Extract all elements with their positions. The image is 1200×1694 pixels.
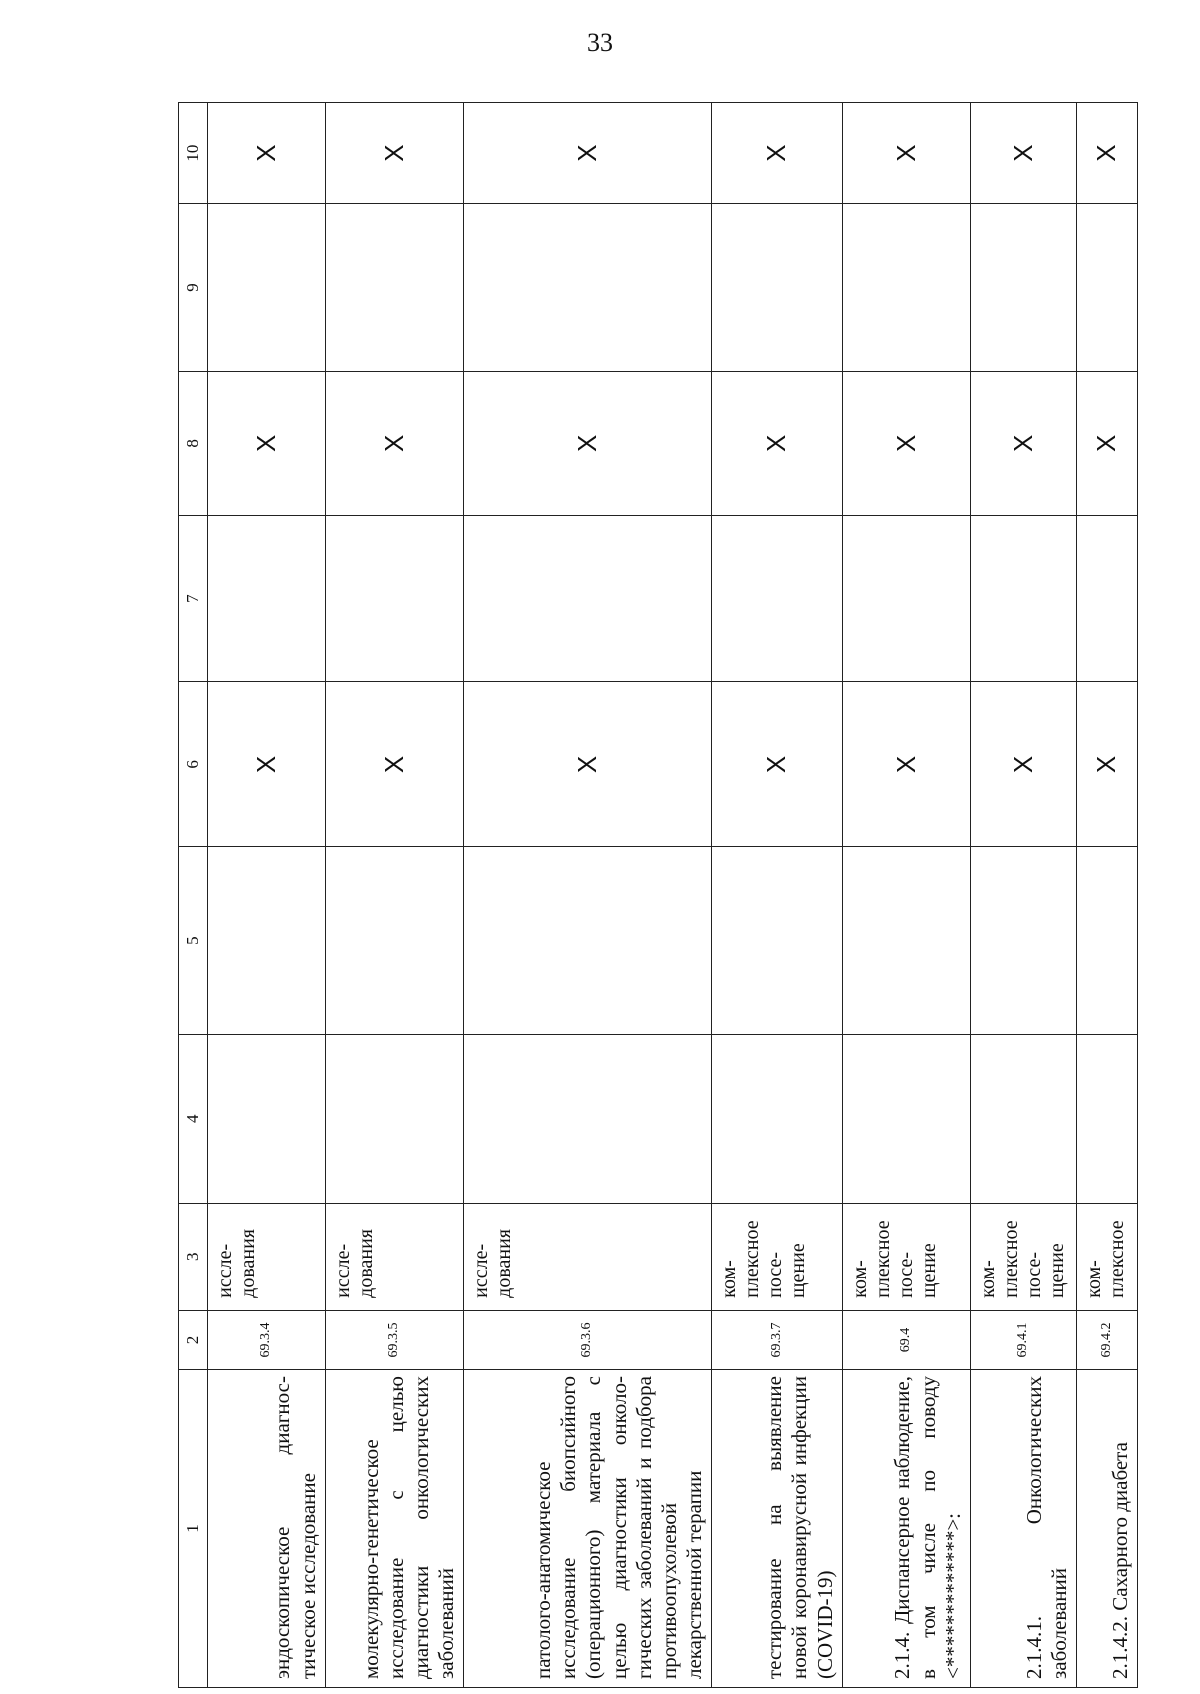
- cell-col10: X: [464, 103, 712, 204]
- cell-col4: [325, 1034, 464, 1203]
- cell-col7: [1077, 515, 1138, 681]
- cell-col9: [712, 204, 842, 372]
- row-unit: комплексное посещение: [842, 1203, 970, 1310]
- cell-col8: X: [325, 371, 464, 515]
- table-row: [1077, 103, 1138, 1688]
- cell-col9: [208, 204, 326, 372]
- table-row: [464, 103, 712, 1688]
- cell-col9: [464, 204, 712, 372]
- row-name: патолого-анатомическое исследование биопсийного (операционного) материала с целью диагностики онкологических заболеваний и подбора противоопухолевой лекарственной терапии: [464, 1370, 712, 1688]
- cell-col8: X: [208, 371, 326, 515]
- cell-col4: [970, 1034, 1076, 1203]
- rotated-table-wrapper: [178, 102, 1138, 1688]
- row-unit: исследования: [325, 1203, 464, 1310]
- cell-col10: X: [325, 103, 464, 204]
- table-row: [325, 103, 464, 1688]
- cell-col4: [1077, 1034, 1138, 1203]
- cell-col10: X: [208, 103, 326, 204]
- cell-col5: [842, 847, 970, 1034]
- cell-col6: X: [712, 682, 842, 847]
- cell-col4: [208, 1034, 326, 1203]
- row-unit: комплексное посещение: [970, 1203, 1076, 1310]
- cell-col9: [325, 204, 464, 372]
- cell-col6: X: [970, 682, 1076, 847]
- row-unit: исследования: [208, 1203, 326, 1310]
- cell-col9: [1077, 204, 1138, 372]
- cell-col10: X: [842, 103, 970, 204]
- cell-col8: X: [464, 371, 712, 515]
- cell-col9: [842, 204, 970, 372]
- row-code: 69.3.7: [712, 1310, 842, 1369]
- cell-col6: X: [1077, 682, 1138, 847]
- column-header: 10: [179, 103, 208, 204]
- cell-col7: [970, 515, 1076, 681]
- row-name: тестирование на выявление новой коронавирусной инфекции (COVID-19): [712, 1370, 842, 1688]
- row-name: 2.1.4. Диспансерное наблюдение, в том числе по поводу <*************>:: [842, 1370, 970, 1688]
- row-code: 69.3.6: [464, 1310, 712, 1369]
- row-name: молекулярно-генетическое исследование с целью диагностики онкологических заболеваний: [325, 1370, 464, 1688]
- column-header: 3: [179, 1203, 208, 1310]
- cell-col8: X: [970, 371, 1076, 515]
- cell-col4: [712, 1034, 842, 1203]
- column-header: 6: [179, 682, 208, 847]
- table-row: [208, 103, 326, 1688]
- cell-col4: [842, 1034, 970, 1203]
- cell-col5: [712, 847, 842, 1034]
- row-code: 69.4: [842, 1310, 970, 1369]
- cell-col7: [842, 515, 970, 681]
- cell-col5: [325, 847, 464, 1034]
- table-row: [712, 103, 842, 1688]
- column-header: 5: [179, 847, 208, 1034]
- cell-col10: X: [1077, 103, 1138, 204]
- row-unit: комплексное посещение: [712, 1203, 842, 1310]
- cell-col5: [970, 847, 1076, 1034]
- cell-col10: X: [970, 103, 1076, 204]
- cell-col8: X: [1077, 371, 1138, 515]
- cell-col6: X: [464, 682, 712, 847]
- cell-col8: X: [842, 371, 970, 515]
- row-code: 69.3.5: [325, 1310, 464, 1369]
- cell-col6: X: [842, 682, 970, 847]
- column-header: 9: [179, 204, 208, 372]
- column-header: 4: [179, 1034, 208, 1203]
- cell-col4: [464, 1034, 712, 1203]
- column-header: 1: [179, 1370, 208, 1688]
- header-row: [179, 103, 208, 1688]
- cell-col5: [464, 847, 712, 1034]
- row-name: 2.1.4.1. Онкологических заболеваний: [970, 1370, 1076, 1688]
- cell-col7: [712, 515, 842, 681]
- cell-col10: X: [712, 103, 842, 204]
- row-unit: комплексное: [1077, 1203, 1138, 1310]
- cell-col9: [970, 204, 1076, 372]
- column-header: 7: [179, 515, 208, 681]
- row-name: эндоскопическое диагностическое исследование: [208, 1370, 326, 1688]
- row-code: 69.4.1: [970, 1310, 1076, 1369]
- column-header: 2: [179, 1310, 208, 1369]
- cell-col8: X: [712, 371, 842, 515]
- row-code: 69.3.4: [208, 1310, 326, 1369]
- cell-col5: [208, 847, 326, 1034]
- cell-col6: X: [208, 682, 326, 847]
- table-row: [970, 103, 1076, 1688]
- row-unit: исследования: [464, 1203, 712, 1310]
- cell-col7: [325, 515, 464, 681]
- cell-col6: X: [325, 682, 464, 847]
- row-code: 69.4.2: [1077, 1310, 1138, 1369]
- table-row: [842, 103, 970, 1688]
- row-name: 2.1.4.2. Сахарного диабета: [1077, 1370, 1138, 1688]
- cell-col7: [208, 515, 326, 681]
- data-table: [178, 102, 1138, 1688]
- cell-col5: [1077, 847, 1138, 1034]
- cell-col7: [464, 515, 712, 681]
- page-number: 33: [587, 28, 613, 57]
- column-header: 8: [179, 371, 208, 515]
